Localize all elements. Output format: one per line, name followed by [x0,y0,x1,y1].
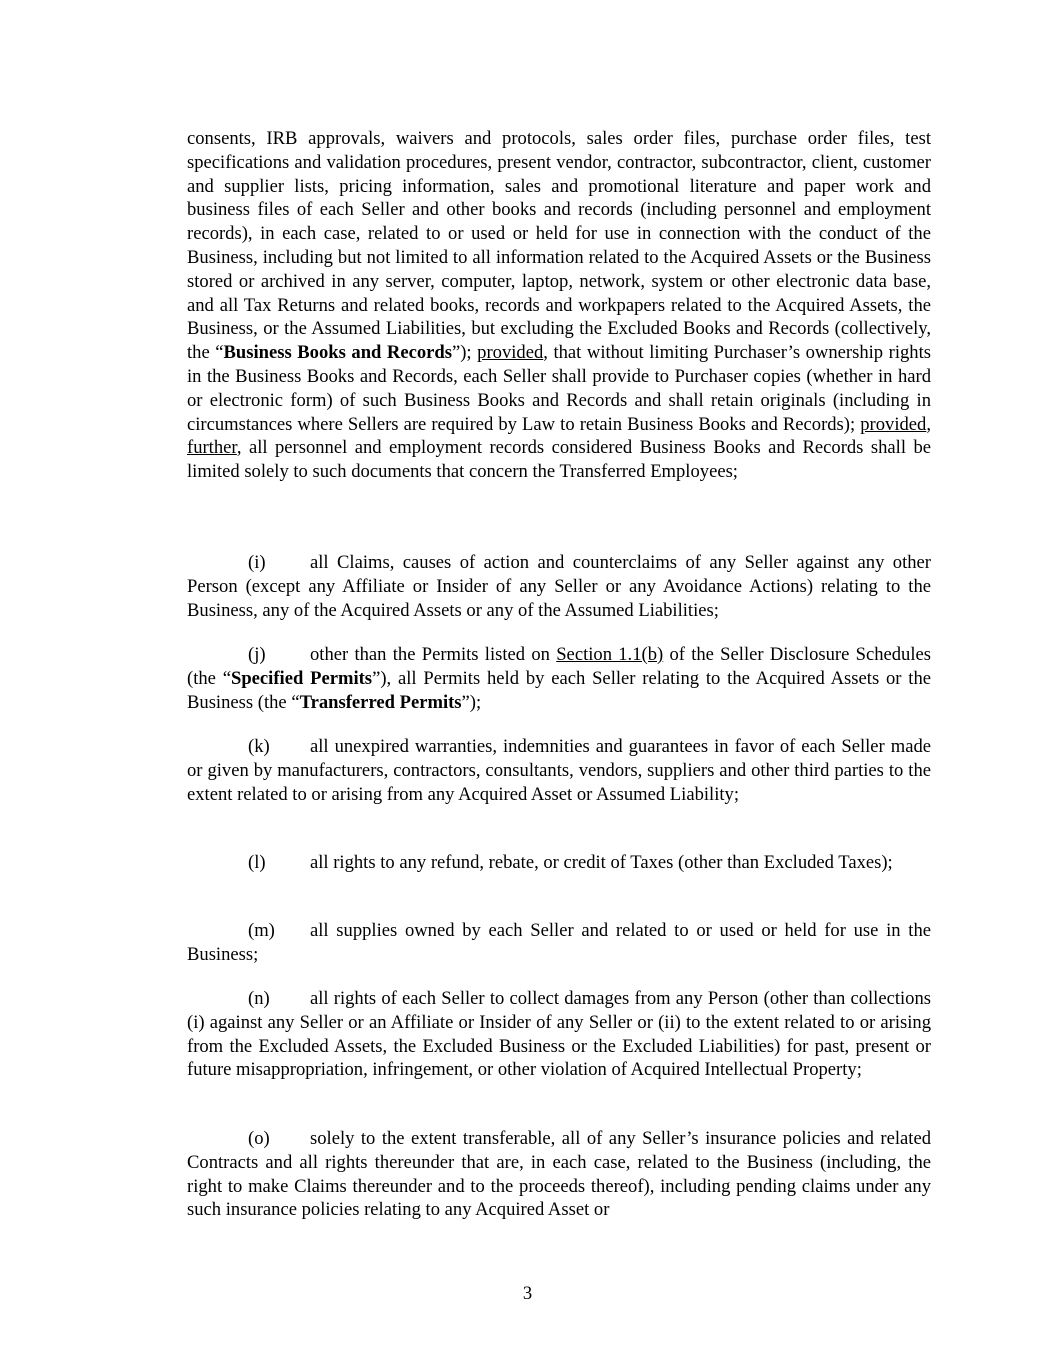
clause-n [187,987,931,1082]
text-run: ”); [451,342,478,364]
text-run: , [926,413,931,435]
text-run: , that without limiting Purchaser’s ownership rights in the Business Books and Records, each Seller shall provide to Purchaser copies (whether in hard or electronic form) of such Business Books and Records and shall retain originals (including in circumstances where Sellers are required by Law to retain Business Books and Records); [187,342,931,435]
clause-l [187,851,931,875]
provided-underlined: provided [477,342,544,364]
text-run: of the Seller Disclosure Schedules (the “ [187,644,931,689]
further-underlined: further [187,437,237,459]
clause-m [187,919,931,967]
page-number: 3 [522,1283,533,1304]
clause-label: (j) [248,644,266,665]
clause-text: all rights of each Seller to collect damages from any Person (other than collections (i) against any Seller or an Affiliate or Insider of any Seller or (ii) to the extent related to or arising from the Excluded Assets, the Excluded Business or the Excluded Liabilities) for past, present or future misappropriation, infringement, or other violation of Acquired Intellectual Property; [187,988,931,1081]
clause-label: (k) [248,736,270,757]
section-reference-link: Section 1.1(b) [556,644,664,665]
defined-term-transferred-permits: Transferred Permits [299,691,462,713]
text-run: ”), all Permits held by each Seller relating to the Acquired Assets or the Business (the “ [187,667,932,713]
text-run: ”); [461,691,482,713]
text-run: other than the Permits listed on [310,644,557,665]
clause-label: (i) [248,552,266,573]
text-run: , all personnel and employment records considered Business Books and Records shall be limited solely to such documents that concern the Transferred Employees; [187,437,931,483]
clause-text: solely to the extent transferable, all of any Seller’s insurance policies and related Contracts and all rights thereunder that are, in each case, related to the Business (including, the right to make Claims thereunder and to the proceeds thereof), including pending claims under any such insurance policies relating to any Acquired Asset or [187,1128,931,1221]
text-run: consents, IRB approvals, waivers and protocols, sales order files, purchase order files, test specifications and validation procedures, present vendor, contractor, subcontractor, client, customer and supplier lists, pricing information, sales and promotional literature and paper work and business files of each Seller and other books and records (including personnel and employment records), in each case, related to or used or held for use in connection with the conduct of the Business, including but not limited to all information related to the Acquired Assets or the Business stored or archived in any server, computer, laptop, network, system or other electronic data base, and all Tax Returns and related books, records and workpapers related to the Acquired Assets, the Business, or the Assumed Liabilities, but excluding the Excluded Books and Records (collectively, the “ [187,128,931,364]
clause-j [187,643,931,714]
clause-text: all unexpired warranties, indemnities and guarantees in favor of each Seller made or given by manufacturers, contractors, consultants, vendors, suppliers and other third parties to the extent related to or arising from any Acquired Asset or Assumed Liability; [187,736,931,805]
clause-text: all rights to any refund, rebate, or credit of Taxes (other than Excluded Taxes); [310,852,893,873]
clause-o [187,1127,931,1222]
clause-k [187,735,931,806]
clause-label: (o) [248,1128,270,1149]
clause-label: (m) [248,920,275,941]
paragraph-business-books-and-records [187,127,931,484]
defined-term-business-books-and-records: Business Books and Records [223,342,452,364]
clause-label: (n) [248,988,270,1009]
clause-label: (l) [248,852,266,873]
defined-term-specified-permits: Specified Permits [230,667,373,689]
clause-text: all Claims, causes of action and counterclaims of any Seller against any other Person (except any Affiliate or Insider of any Seller or any Avoidance Actions) relating to the Business, any of the Acquired Assets or any of the Assumed Liabilities; [187,552,931,621]
clause-text: all supplies owned by each Seller and related to or used or held for use in the Business; [187,920,931,965]
clause-i [187,551,931,622]
provided-underlined: provided [860,413,927,435]
